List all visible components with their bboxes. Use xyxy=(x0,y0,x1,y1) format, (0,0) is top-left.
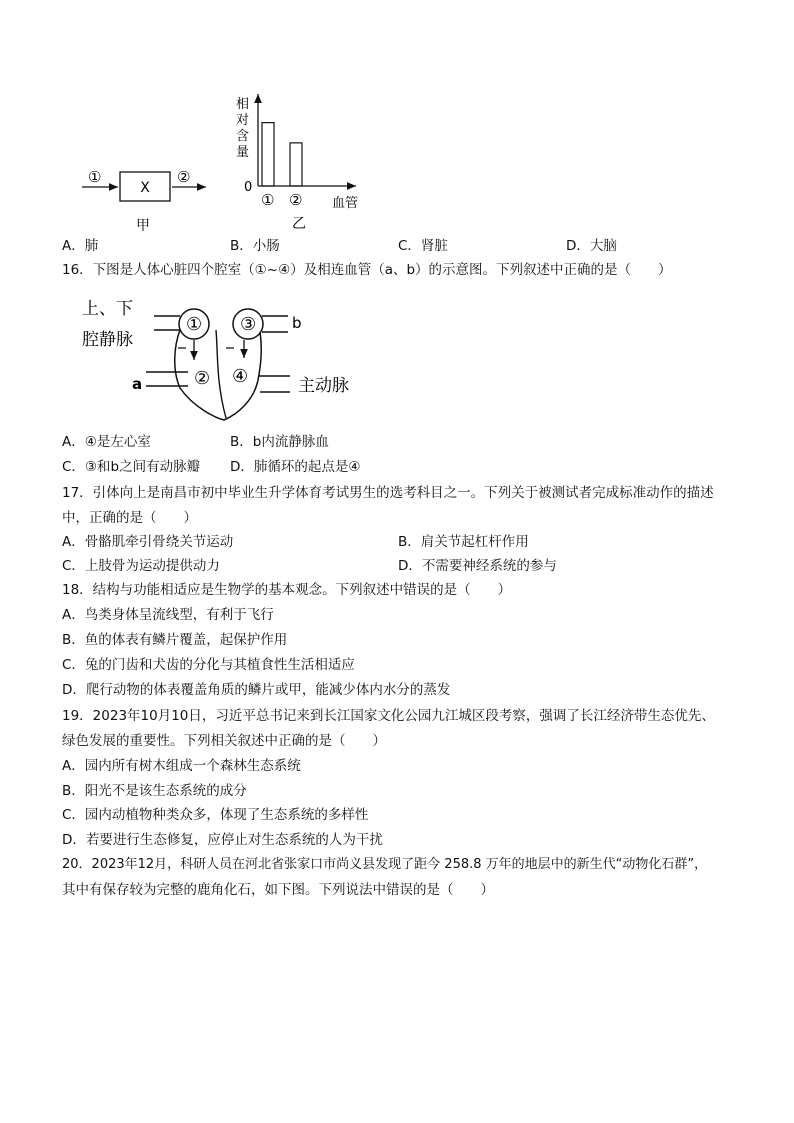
q19-option-b[interactable]: B．阳光不是该生态系统的成分 xyxy=(62,783,247,799)
yi-ylabel-char: 对 xyxy=(236,113,250,128)
q19-stem-cont: 绿色发展的重要性。下列相关叙述中正确的是（ ） xyxy=(62,733,386,749)
figure-yi xyxy=(228,88,378,238)
q18-option-a[interactable]: A．鸟类身体呈流线型，有利于飞行 xyxy=(62,607,274,623)
aorta-label: 主动脉 xyxy=(298,376,349,396)
q16-option-d[interactable]: D．肺循环的起点是④ xyxy=(230,459,361,475)
aorta-vessel xyxy=(258,376,290,392)
yi-origin: 0 xyxy=(244,180,253,195)
q18-option-b[interactable]: B．鱼的体表有鳞片覆盖，起保护作用 xyxy=(62,632,288,648)
chamber-4: ④ xyxy=(232,366,249,387)
q18-option-d[interactable]: D．爬行动物的体表覆盖角质的鳞片或甲，能减少体内水分的蒸发 xyxy=(62,682,451,698)
vessel-a xyxy=(146,372,188,386)
q19-option-a[interactable]: A．园内所有树木组成一个森林生态系统 xyxy=(62,758,301,774)
chamber-3: ③ xyxy=(240,314,257,335)
q20-stem: 20．2023年12月，科研人员在河北省张家口市尚义县发现了距今 258.8 万年的地层中的新生代“动物化石群”， xyxy=(62,857,708,872)
vessel-b xyxy=(262,316,288,332)
q15-option-b[interactable]: B．小肠 xyxy=(230,238,280,254)
heart-diagram xyxy=(76,290,376,430)
chamber-1: ① xyxy=(186,314,203,335)
yi-xlabel: 血管 xyxy=(332,196,359,211)
vessel-a-label: a xyxy=(132,375,143,393)
vena-cava-label: 上、下 xyxy=(82,299,133,319)
q16-option-a[interactable]: A．④是左心室 xyxy=(62,434,151,450)
yi-bar-1 xyxy=(262,123,274,186)
q15-option-c[interactable]: C．肾脏 xyxy=(398,238,448,254)
q20-stem-cont: 其中有保存较为完整的鹿角化石，如下图。下列说法中错误的是（ ） xyxy=(62,882,494,898)
q16-stem: 16．下图是人体心脏四个腔室（①~④）及相连血管（a、b）的示意图。下列叙述中正确的是（ ） xyxy=(62,262,672,278)
q17-stem: 17．引体向上是南昌市初中毕业生升学体育考试男生的选考科目之一。下列关于被测试者完成标准动作的描述 xyxy=(62,485,714,501)
q17-option-c[interactable]: C．上肢骨为运动提供动力 xyxy=(62,558,220,574)
yi-bar-2-label: ② xyxy=(289,191,303,209)
vena-cava-vessel xyxy=(154,316,180,330)
figure-jia xyxy=(78,160,228,235)
q16-option-c[interactable]: C．③和b之间有动脉瓣 xyxy=(62,459,201,475)
vessel-b-label: b xyxy=(292,314,302,332)
q19-stem: 19．2023年10月10日，习近平总书记来到长江国家文化公园九江城区段考察，强调了长江经济带生态优先、 xyxy=(62,708,715,724)
yi-ylabel-char: 含 xyxy=(236,129,250,144)
q18-option-c[interactable]: C．兔的门齿和犬齿的分化与其植食性生活相适应 xyxy=(62,657,355,673)
q17-option-d[interactable]: D．不需要神经系统的参与 xyxy=(398,558,557,574)
q17-option-b[interactable]: B．肩关节起杠杆作用 xyxy=(398,534,529,550)
yi-bar-1-label: ① xyxy=(261,191,275,209)
jia-box-label: X xyxy=(140,180,150,196)
q17-option-a[interactable]: A．骨骼肌牵引骨绕关节运动 xyxy=(62,534,234,550)
yi-bar-2 xyxy=(290,143,302,186)
yi-ylabel-char: 相 xyxy=(236,97,250,112)
q17-stem-cont: 中，正确的是（ ） xyxy=(62,510,197,526)
q15-option-d[interactable]: D．大脑 xyxy=(566,238,617,254)
q18-stem: 18．结构与功能相适应是生物学的基本观念。下列叙述中错误的是（ ） xyxy=(62,582,512,598)
jia-out-label: ② xyxy=(177,168,191,186)
septum xyxy=(216,330,226,418)
yi-caption: 乙 xyxy=(292,216,306,232)
q16-option-b[interactable]: B．b内流静脉血 xyxy=(230,434,329,450)
q19-option-d[interactable]: D．若要进行生态修复，应停止对生态系统的人为干扰 xyxy=(62,832,383,848)
jia-caption: 甲 xyxy=(136,218,150,234)
q19-option-c[interactable]: C．园内动植物种类众多，体现了生态系统的多样性 xyxy=(62,807,369,823)
chamber-2: ② xyxy=(194,368,211,389)
jia-in-label: ① xyxy=(88,168,102,186)
q15-option-a[interactable]: A．肺 xyxy=(62,238,99,254)
yi-ylabel-char: 量 xyxy=(236,145,250,160)
vena-cava-label: 腔静脉 xyxy=(82,330,133,350)
